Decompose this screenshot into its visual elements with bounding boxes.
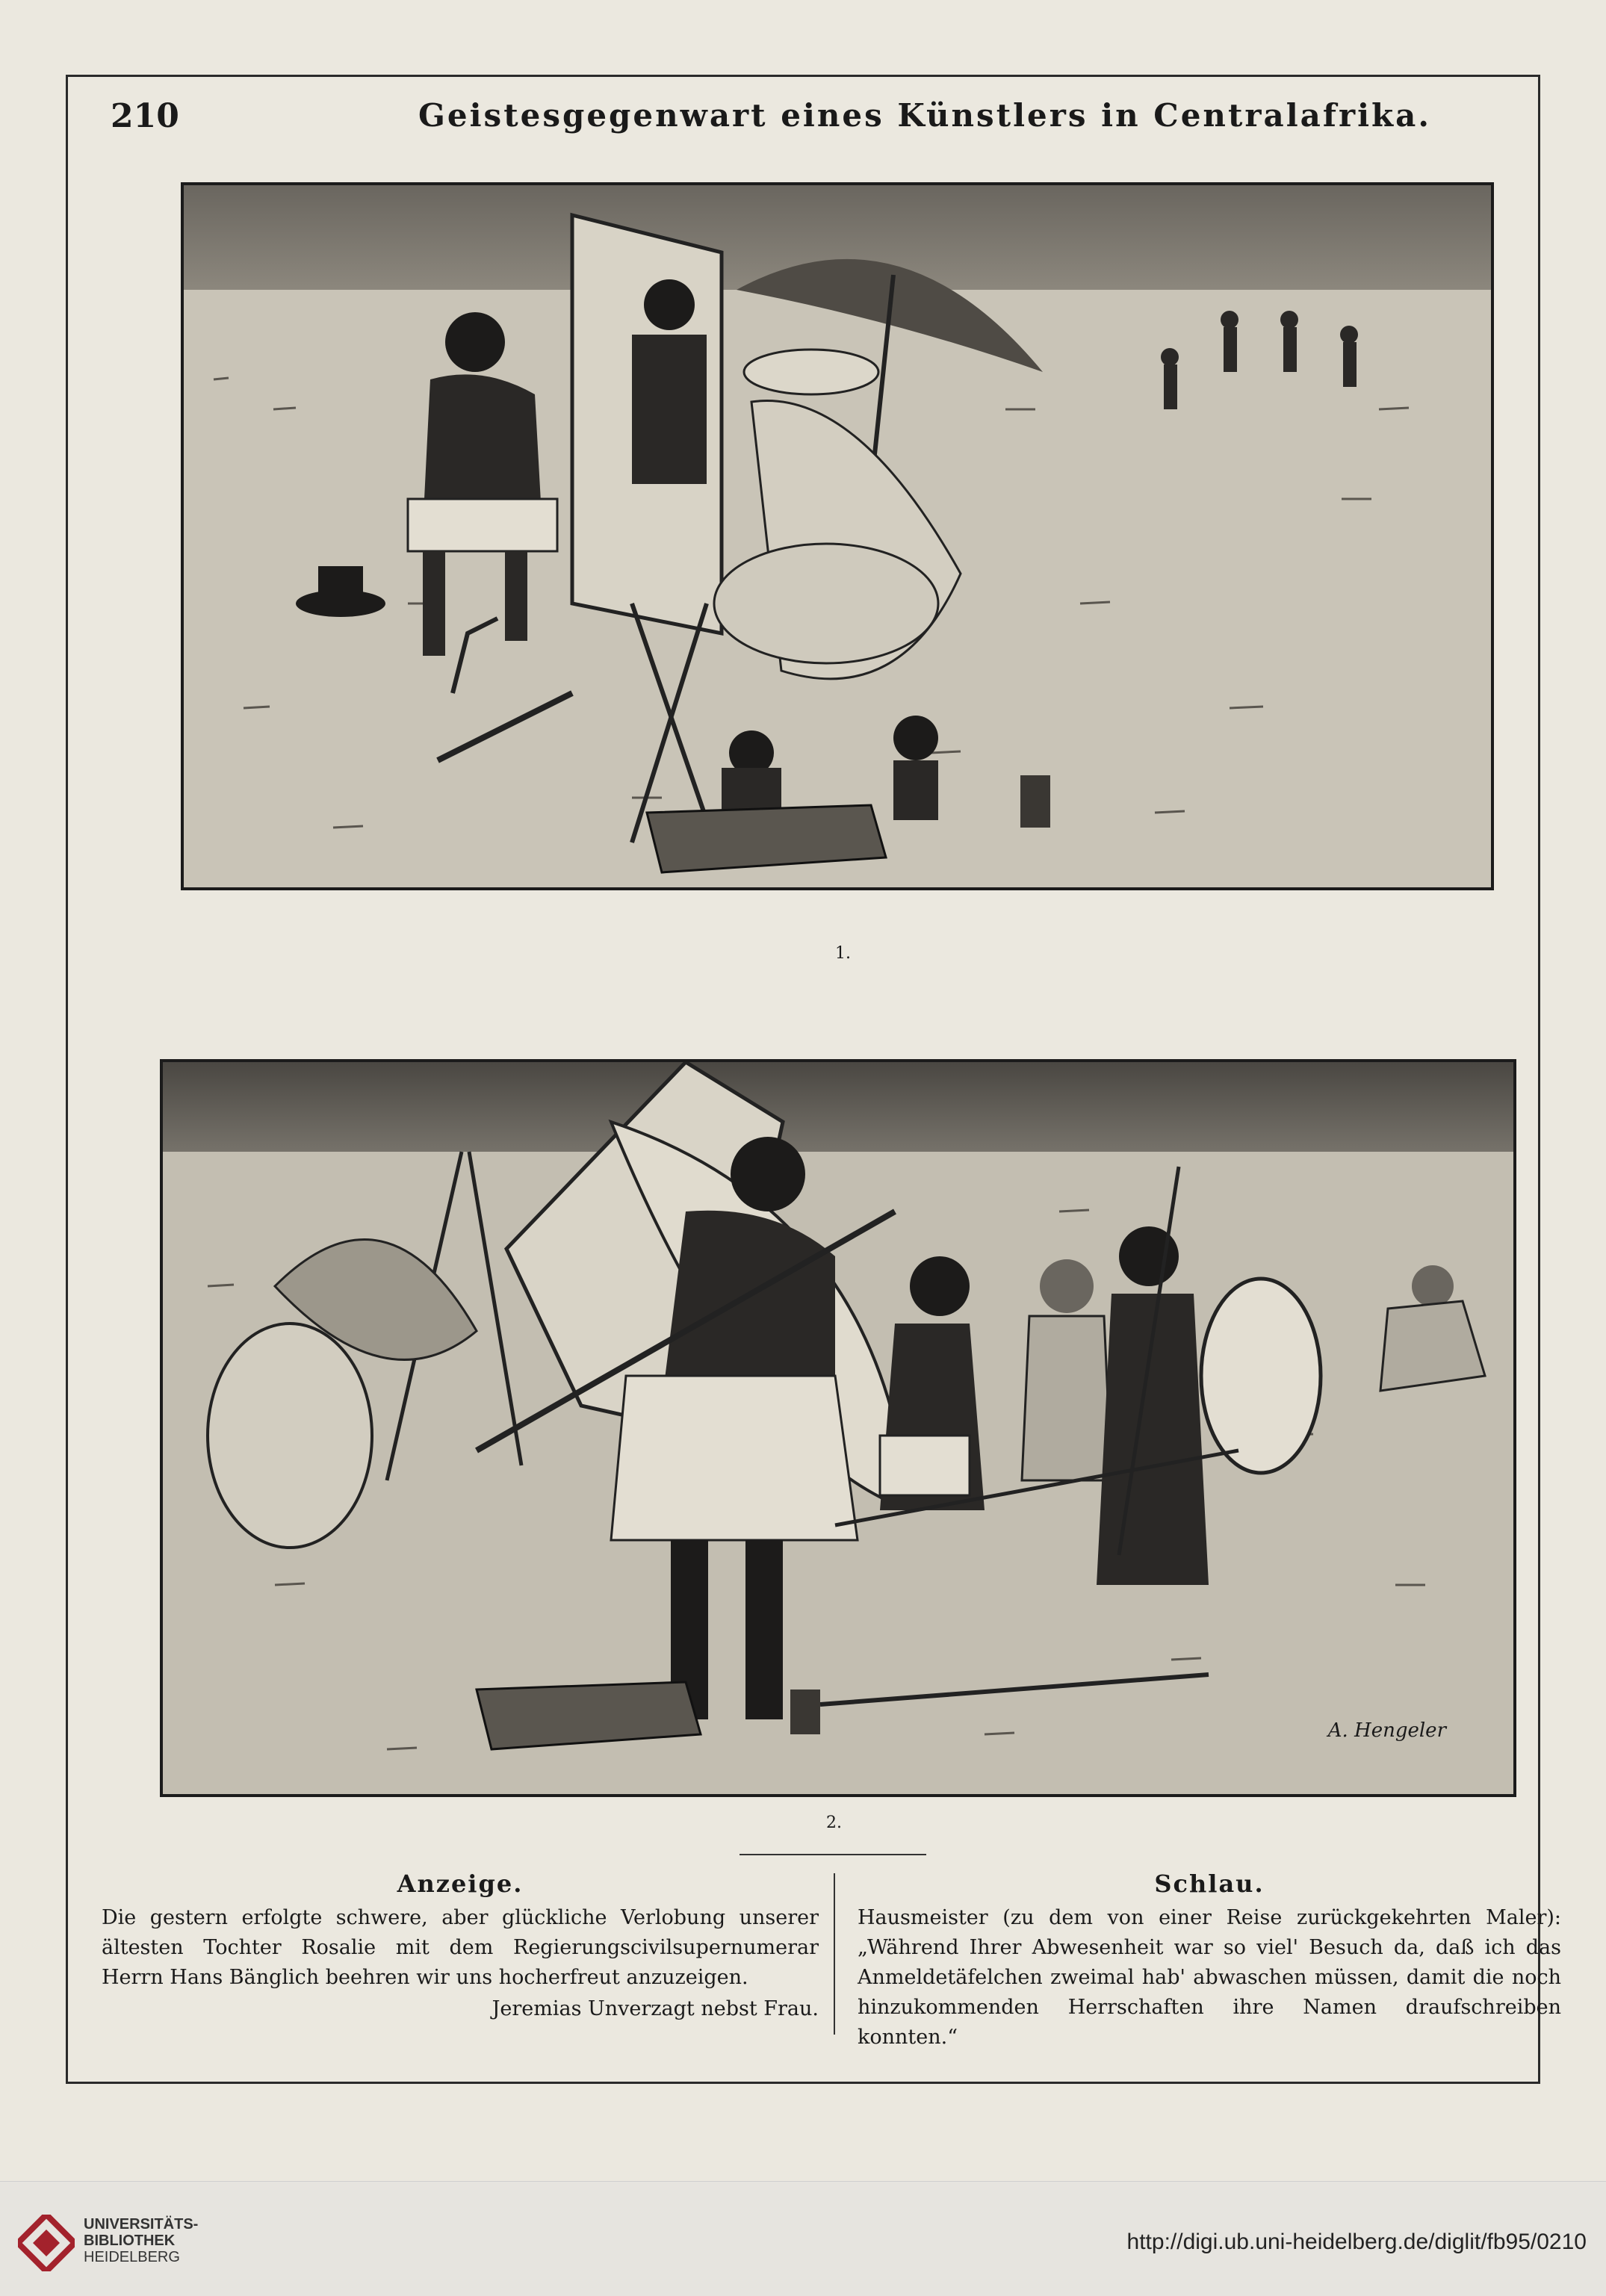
article-anzeige bbox=[102, 1869, 819, 2024]
ub-heidelberg-logo-icon[interactable] bbox=[18, 2215, 75, 2271]
article-body: Die gestern erfolgte schwere, aber glückliche Verlobung unserer ältesten Tochter Rosalie mit dem Regierungscivilsupernumerar Herrn Hans Bänglich beehren wir uns hocherfreut anzuzeigen. bbox=[102, 1906, 819, 1989]
illustration-1-label: 1. bbox=[835, 944, 851, 963]
page-title: Geistesgegenwart eines Künstlers in Centralafrika. bbox=[418, 97, 1431, 134]
artist-signature: A. Hengeler bbox=[1327, 1719, 1446, 1742]
institution-line: HEIDELBERG bbox=[84, 2249, 180, 2265]
illustration-2 bbox=[160, 1059, 1516, 1797]
article-signature: Jeremias Unverzagt nebst Frau. bbox=[492, 1997, 819, 2020]
page-number: 210 bbox=[111, 97, 179, 135]
article-heading: Anzeige. bbox=[397, 1870, 524, 1898]
article-schlau bbox=[858, 1869, 1561, 2053]
viewer-footer bbox=[0, 2181, 1606, 2296]
illustration-1 bbox=[181, 182, 1494, 890]
illustration-2-label: 2. bbox=[826, 1813, 842, 1832]
permalink-url[interactable]: http://digi.ub.uni-heidelberg.de/diglit/fb95/0210 bbox=[1126, 2230, 1587, 2254]
article-body: Hausmeister (zu dem von einer Reise zurückgekehrten Maler): „Während Ihrer Abwesenheit war so viel' Besuch da, daß ich das Anmeldetäfelchen zweimal hab' abwaschen müssen, damit die noch hinzukommenden Herrschaften ihre Namen draufschreiben konnten.“ bbox=[858, 1906, 1561, 2049]
illustration-2-drawing bbox=[163, 1062, 1513, 1794]
institution-line: UNIVERSITÄTS- bbox=[84, 2216, 199, 2233]
article-heading: Schlau. bbox=[1154, 1870, 1265, 1898]
institution-line: BIBLIOTHEK bbox=[84, 2233, 176, 2249]
illustration-1-drawing bbox=[184, 185, 1491, 887]
column-divider bbox=[834, 1873, 835, 2035]
separator-rule bbox=[740, 1854, 926, 1855]
institution-name[interactable] bbox=[84, 2216, 198, 2265]
